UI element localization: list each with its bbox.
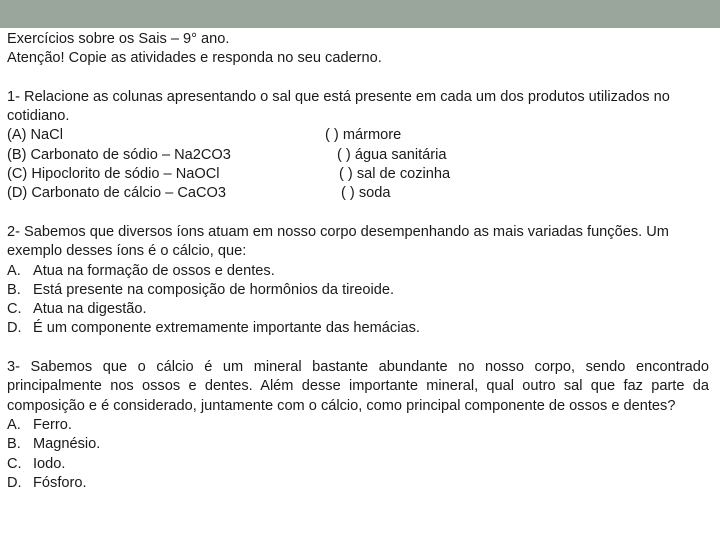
option-item bbox=[7, 455, 709, 474]
option-item bbox=[7, 300, 709, 319]
option-text: É um componente extremamente importante das hemácias. bbox=[33, 320, 420, 337]
option-item bbox=[7, 435, 709, 454]
question-2-prompt: 2- Sabemos que diversos íons atuam em nosso corpo desempenhando as mais variadas funções. Um exemplo desses íons é o cálcio, que: bbox=[7, 223, 669, 260]
option-letter: D. bbox=[7, 320, 22, 337]
instruction-text: Atenção! Copie as atividades e responda no seu caderno. bbox=[7, 50, 382, 67]
match-row bbox=[7, 165, 709, 184]
option-item bbox=[7, 474, 709, 493]
option-item bbox=[7, 262, 709, 281]
document-title: Exercícios sobre os Sais – 9° ano. bbox=[7, 31, 230, 47]
question-1-prompt: 1- Relacione as colunas apresentando o sal que está presente em cada um dos produtos utilizados no cotidiano. bbox=[7, 88, 670, 125]
option-letter: A. bbox=[7, 262, 21, 279]
match-row bbox=[7, 184, 709, 203]
match-row bbox=[7, 146, 709, 165]
option-text: Está presente na composição de hormônios da tireoide. bbox=[33, 281, 395, 298]
top-bar bbox=[0, 0, 720, 28]
option-text: Fósforo. bbox=[33, 474, 87, 491]
option-text: Atua na digestão. bbox=[33, 301, 147, 318]
option-text: Magnésio. bbox=[33, 436, 101, 453]
option-text: Ferro. bbox=[33, 416, 72, 433]
option-letter: A. bbox=[7, 416, 21, 433]
document-body bbox=[7, 30, 709, 493]
option-letter: C. bbox=[7, 455, 22, 472]
match-row bbox=[7, 126, 709, 145]
option-item bbox=[7, 319, 709, 338]
option-letter: C. bbox=[7, 301, 22, 318]
question-3-prompt: 3- Sabemos que o cálcio é um mineral bastante abundante no nosso corpo, sendo encontrado principalmente nos ossos e dentes. Além desse importante mineral, qual outro sal que faz parte da composição e é considerado, juntamente com o cálcio, como principal componente de ossos e dentes? bbox=[7, 359, 709, 414]
match-right-item: ( ) mármore bbox=[325, 127, 402, 144]
option-text: Atua na formação de ossos e dentes. bbox=[33, 262, 275, 279]
match-right-item: ( ) soda bbox=[341, 185, 391, 202]
match-left-item: (B) Carbonato de sódio – Na2CO3 bbox=[7, 146, 231, 163]
option-text: Iodo. bbox=[33, 455, 66, 472]
option-letter: B. bbox=[7, 281, 21, 298]
match-left-item: (D) Carbonato de cálcio – CaCO3 bbox=[7, 185, 227, 202]
match-right-item: ( ) água sanitária bbox=[337, 146, 447, 163]
option-letter: D. bbox=[7, 474, 22, 491]
match-left-item: (A) NaCl bbox=[7, 127, 63, 144]
option-letter: B. bbox=[7, 436, 21, 453]
match-left-item: (C) Hipoclorito de sódio – NaOCl bbox=[7, 166, 220, 183]
match-right-item: ( ) sal de cozinha bbox=[339, 166, 451, 183]
option-item bbox=[7, 281, 709, 300]
option-item bbox=[7, 416, 709, 435]
